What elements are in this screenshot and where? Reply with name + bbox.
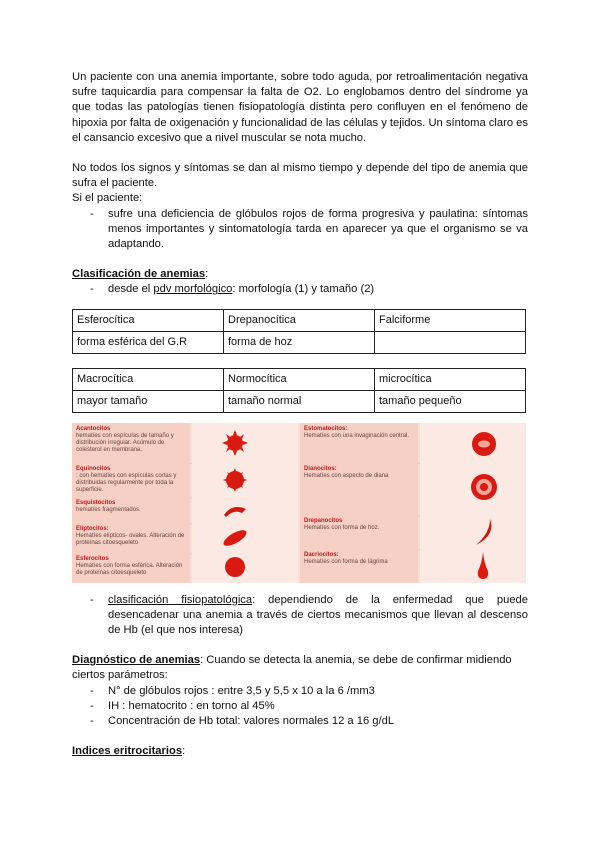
pdv-morfologico-link: pdv morfológico [153, 283, 233, 296]
list-item: - desde el pdv morfológico: morfología (1) y tamaño (2) [72, 282, 528, 297]
table-cell: Falciforme [375, 309, 526, 331]
table-row [73, 390, 526, 412]
table-cell: Normocítica [224, 368, 375, 390]
table-cell [375, 331, 526, 353]
figure-right-column [300, 423, 526, 583]
intro-paragraph: Un paciente con una anemia importante, sobre todo aguda, por retroalimentación negativa sufre taquicardia para compensar la falta de O2. Lo englobamos dentro del síndrome ya que todas las patologías tienen fisiopatología distinta pero confluyen en el fenómeno de hipoxia por falta de oxigenación y funcionalidad de las células y tejidos. Un síntoma claro es el cansancio excesivo que a nivel muscular se nota mucho. [72, 71, 528, 144]
table-cell: tamaño pequeño [375, 390, 526, 412]
eliptocitos-cell: Eliptocitos: Hematíes elípticos- ovales. Alteración de proteínas citoesqueleto [72, 523, 298, 554]
diagnostico-paragraph: Diagnóstico de anemias: Cuando se detecta la anemia, se debe de confirmar midiendo ciertos parámetros: [72, 654, 512, 682]
size-table [72, 368, 526, 413]
document-page [72, 70, 528, 759]
indices-heading: Indices eritrocitarios: [72, 745, 186, 758]
table-row [73, 309, 526, 331]
equinocito-icon [192, 463, 298, 497]
clasificacion-heading: Clasificación de anemias: [72, 268, 209, 281]
list-item: - clasificación fisiopatológica: dependiendo de la enfermedad que puede desencadenar una anemia a través de ciertos mecanismos que llevan al descenso de Hb (el que nos interesa) [72, 593, 528, 639]
eliptocito-icon [192, 523, 298, 553]
fisio-list [72, 593, 528, 639]
dianocito-icon [420, 463, 526, 515]
table-cell: microcítica [375, 368, 526, 390]
esferocito-icon [192, 553, 298, 583]
clasificacion-list [72, 282, 528, 297]
table-cell: tamaño normal [224, 390, 375, 412]
figure-left-column [72, 423, 298, 583]
table-cell: forma esférica del G.R [73, 331, 224, 353]
signs-paragraph: No todos los signos y síntomas se dan al mismo tiempo y depende del tipo de anemia que sufra el paciente. [72, 162, 528, 190]
drepanocito-icon [420, 515, 526, 549]
acantocitos-cell: Acantocitos hematíes con espículas de tamaño y distribución irregular. Acúmulo de colesterol en membrana. [72, 423, 298, 464]
dacriocitos-cell: Dacriocitos: Hematíes con forma de lágrima [300, 549, 526, 583]
estomatocito-icon [420, 423, 526, 463]
esferocitos-cell: Esferocitos Hematíes con forma esférica. Alteración de proteínas citoesqueleto [72, 553, 298, 583]
clasificacion-fisiopatologica-link: clasificación fisiopatológica [108, 593, 253, 606]
patient-bullets [72, 207, 528, 253]
drepanocitos-cell: Drepanocitos Hematíes con forma de hoz. [300, 515, 526, 550]
estomatocitos-cell: Estomatocitos: Hematíes con una invaginación central. [300, 423, 526, 464]
esquistocitos-cell: Esquistocitos hematíes fragmentados. [72, 497, 298, 524]
dianocitos-cell: Dianocitos: Hematíes con aspecto de diana [300, 463, 526, 516]
list-item: - Concentración de Hb total: valores normales 12 a 16 g/dL [72, 714, 528, 729]
list-item: - sufre una deficiencia de glóbulos rojos de forma progresiva y paulatina: síntomas menos importantes y sintomatología tarda en aparecer ya que el organismo se va adaptando. [72, 207, 528, 253]
table-row [73, 368, 526, 390]
table-cell: Macrocítica [73, 368, 224, 390]
table-cell: Drepanocítica [224, 309, 375, 331]
equinocitos-cell: Equinocitos : con hematíes con espículas cortas y distribuidas regularmente por toda la superficie. [72, 463, 298, 498]
acantocito-icon [192, 423, 298, 463]
si-el-paciente: Si el paciente: [72, 192, 143, 205]
diagnostico-list [72, 684, 528, 730]
dacriocito-icon [420, 549, 526, 583]
morphology-table [72, 309, 526, 354]
table-row [73, 331, 526, 353]
list-item: - IH : hematocrito : en torno al 45% [72, 699, 528, 714]
table-cell: Esferocítica [73, 309, 224, 331]
table-cell: forma de hoz [224, 331, 375, 353]
esquistocito-icon [192, 497, 298, 523]
table-cell: mayor tamaño [73, 390, 224, 412]
red-cell-morphology-figure [72, 423, 526, 583]
list-item: - N° de glóbulos rojos : entre 3,5 y 5,5 x 10 a la 6 /mm3 [72, 684, 528, 699]
